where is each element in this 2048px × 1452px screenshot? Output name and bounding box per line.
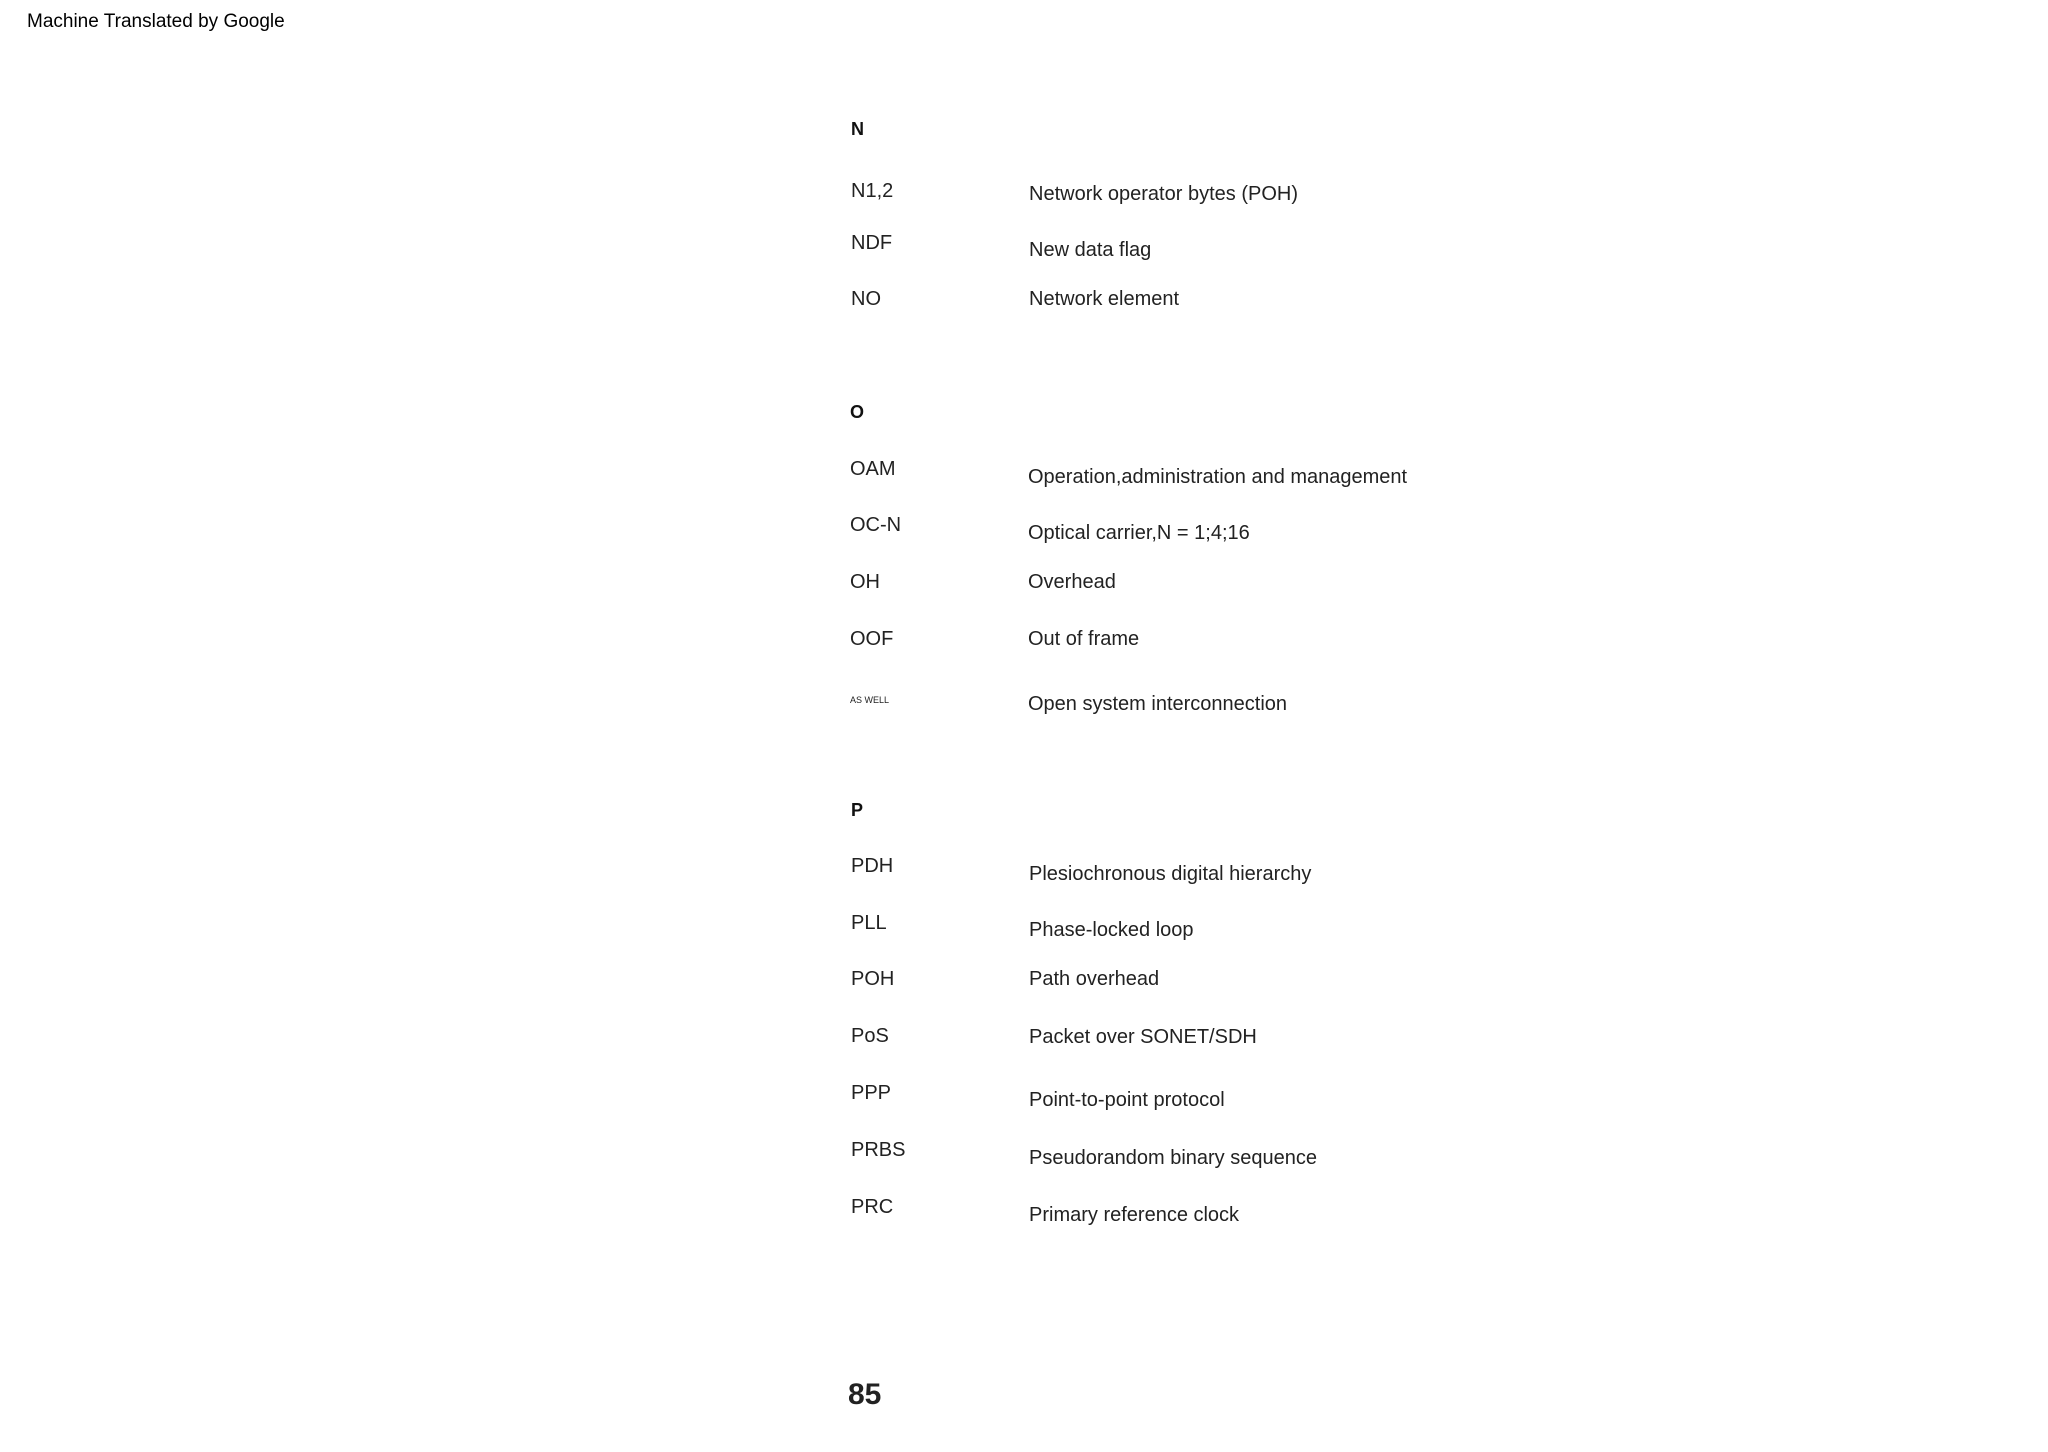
glossary-definition: Plesiochronous digital hierarchy (1029, 863, 1312, 885)
section-letter-o: O (850, 402, 865, 422)
glossary-definition: Open system interconnection (1028, 693, 1288, 715)
glossary-definition: New data flag (1029, 239, 1152, 261)
glossary-definition: Path overhead (1029, 968, 1160, 990)
glossary-definition: Packet over SONET/SDH (1029, 1026, 1257, 1048)
section-letter-p: P (851, 800, 864, 820)
glossary-term: N1,2 (851, 180, 894, 202)
glossary-term: NO (851, 288, 881, 310)
glossary-term: PLL (851, 912, 887, 934)
glossary-definition: Network operator bytes (POH) (1029, 183, 1298, 205)
glossary-definition: Optical carrier,N = 1;4;16 (1028, 522, 1250, 544)
glossary-definition: Network element (1029, 288, 1180, 310)
glossary-term: POH (851, 968, 895, 990)
machine-translation-banner: Machine Translated by Google (27, 11, 285, 32)
page-number: 85 (848, 1378, 882, 1411)
glossary-definition: Out of frame (1028, 628, 1140, 650)
glossary-term: PPP (851, 1082, 892, 1104)
glossary-term: OAM (850, 458, 896, 480)
glossary-definition: Primary reference clock (1029, 1204, 1240, 1226)
glossary-term: PoS (851, 1025, 889, 1047)
glossary-term: OH (850, 571, 880, 593)
glossary-definition: Operation,administration and management (1028, 466, 1408, 488)
glossary-term: NDF (851, 232, 893, 254)
glossary-definition: Overhead (1028, 571, 1116, 593)
glossary-term: PRC (851, 1196, 894, 1218)
glossary-definition: Phase-locked loop (1029, 919, 1194, 941)
glossary-definition: Pseudorandom binary sequence (1029, 1147, 1317, 1169)
section-letter-n: N (851, 119, 864, 139)
glossary-term: OC-N (850, 514, 902, 536)
glossary-term: PDH (851, 855, 894, 877)
glossary-term: PRBS (851, 1139, 906, 1161)
glossary-term: OOF (850, 628, 894, 650)
glossary-definition: Point-to-point protocol (1029, 1089, 1225, 1111)
glossary-term: AS WELL (850, 695, 890, 705)
